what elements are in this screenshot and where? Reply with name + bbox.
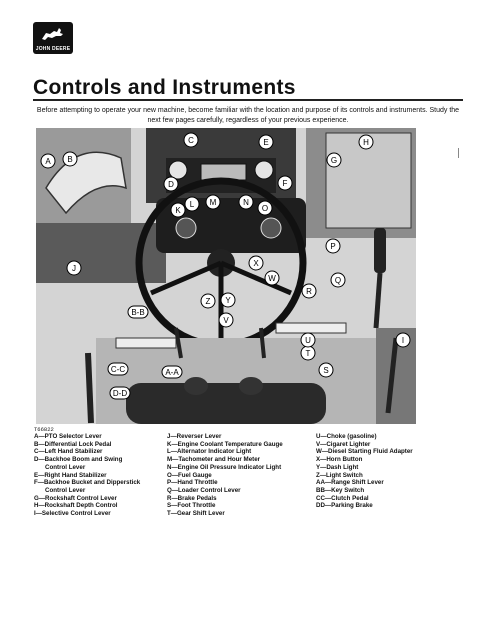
svg-text:W: W bbox=[268, 274, 276, 283]
callout-y bbox=[221, 293, 235, 307]
svg-text:I: I bbox=[401, 336, 405, 345]
svg-text:H: H bbox=[363, 138, 369, 147]
legend-item: Y—Dash Light bbox=[316, 463, 359, 471]
legend-item: DD—Parking Brake bbox=[316, 502, 373, 510]
john-deere-logo bbox=[33, 22, 73, 54]
svg-text:U: U bbox=[305, 336, 311, 345]
callout-w bbox=[265, 271, 279, 285]
logo-text: JOHN DEERE bbox=[35, 46, 71, 52]
callout-t bbox=[301, 346, 315, 360]
legend-column-2 bbox=[167, 433, 283, 518]
svg-text:Z: Z bbox=[205, 297, 211, 306]
legend-item: C—Left Hand Stabilizer bbox=[34, 448, 103, 456]
legend-item: F—Backhoe Bucket and Dipperstick bbox=[34, 479, 141, 487]
svg-text:N: N bbox=[243, 198, 249, 207]
page-title: Controls and Instruments bbox=[33, 76, 296, 99]
callout-j bbox=[67, 261, 81, 275]
deer-icon bbox=[39, 25, 67, 43]
legend-item: V—Cigaret Lighter bbox=[316, 440, 371, 448]
svg-text:X: X bbox=[253, 259, 259, 268]
legend-item: K—Engine Coolant Temperature Gauge bbox=[167, 440, 283, 448]
callout-s bbox=[319, 363, 333, 377]
callout-d bbox=[164, 177, 178, 191]
svg-text:B: B bbox=[67, 155, 73, 164]
legend-item: R—Brake Pedals bbox=[167, 494, 217, 502]
margin-mark bbox=[458, 148, 459, 158]
svg-text:F: F bbox=[282, 179, 288, 188]
callout-a bbox=[41, 154, 55, 168]
legend-item: BB—Key Switch bbox=[316, 486, 365, 494]
callout-bb bbox=[128, 306, 148, 318]
svg-text:G: G bbox=[330, 156, 338, 165]
legend-item: U—Choke (gasoline) bbox=[316, 433, 377, 440]
callout-i bbox=[396, 333, 410, 347]
svg-text:J: J bbox=[72, 264, 76, 273]
callout-dd bbox=[110, 387, 130, 399]
legend-column-3 bbox=[316, 433, 413, 510]
legend-item: N—Engine Oil Pressure Indicator Light bbox=[167, 463, 282, 471]
callout-u bbox=[301, 333, 315, 347]
legend-item: M—Tachometer and Hour Meter bbox=[167, 456, 261, 464]
callout-aa bbox=[162, 366, 182, 378]
legend-item: Control Lever bbox=[45, 486, 86, 494]
callout-m bbox=[206, 195, 220, 209]
callout-e bbox=[259, 135, 273, 149]
legend-item: S—Foot Throttle bbox=[167, 502, 216, 510]
svg-text:P: P bbox=[330, 242, 336, 251]
legend-item: B—Differential Lock Pedal bbox=[34, 440, 112, 448]
callout-b bbox=[63, 152, 77, 166]
svg-text:C: C bbox=[188, 136, 194, 145]
legend-item: G—Rockshaft Control Lever bbox=[34, 494, 117, 502]
legend-column-1 bbox=[34, 433, 140, 518]
svg-text:Y: Y bbox=[225, 296, 231, 305]
legend-item: Q—Loader Control Lever bbox=[167, 486, 241, 494]
callout-z bbox=[201, 294, 215, 308]
figure-number: T66822 bbox=[34, 426, 54, 433]
legend-item: A—PTO Selector Lever bbox=[34, 433, 102, 440]
callout-n bbox=[239, 195, 253, 209]
title-rule bbox=[33, 99, 463, 101]
callout-k bbox=[171, 203, 185, 217]
callout-g bbox=[327, 153, 341, 167]
callout-f bbox=[278, 176, 292, 190]
svg-text:M: M bbox=[209, 198, 217, 207]
callout-v bbox=[219, 313, 233, 327]
svg-text:O: O bbox=[261, 204, 269, 213]
svg-text:K: K bbox=[175, 206, 181, 215]
callout-q bbox=[331, 273, 345, 287]
callout-c bbox=[184, 133, 198, 147]
svg-text:Q: Q bbox=[334, 276, 342, 285]
svg-text:L: L bbox=[189, 200, 195, 209]
svg-text:E: E bbox=[263, 138, 269, 147]
svg-text:D-D: D-D bbox=[112, 389, 128, 398]
legend-item: I—Selective Control Lever bbox=[34, 510, 111, 518]
legend-item: Z—Light Switch bbox=[316, 471, 363, 479]
cab-controls-photo bbox=[36, 128, 416, 424]
callout-x bbox=[249, 256, 263, 270]
svg-text:B-B: B-B bbox=[131, 308, 145, 317]
svg-text:A: A bbox=[45, 157, 51, 166]
svg-text:D: D bbox=[168, 180, 174, 189]
callout-r bbox=[302, 284, 316, 298]
svg-text:V: V bbox=[223, 316, 229, 325]
callout-o bbox=[258, 201, 272, 215]
legend-item: Control Lever bbox=[45, 463, 86, 471]
legend-item: D—Backhoe Boom and Swing bbox=[34, 456, 123, 464]
legend-item: W—Diesel Starting Fluid Adapter bbox=[316, 448, 413, 456]
legend-item: T—Gear Shift Lever bbox=[167, 510, 225, 518]
svg-text:T: T bbox=[305, 349, 311, 358]
legend-item: CC—Clutch Pedal bbox=[316, 494, 369, 502]
callout-h bbox=[359, 135, 373, 149]
svg-text:A-A: A-A bbox=[165, 368, 179, 377]
legend-item: J—Reverser Lever bbox=[167, 433, 222, 440]
legend-item: P—Hand Throttle bbox=[167, 479, 218, 487]
legend-item: H—Rockshaft Depth Control bbox=[34, 502, 118, 510]
callout-cc bbox=[108, 363, 128, 375]
callout-l bbox=[185, 197, 199, 211]
svg-text:S: S bbox=[323, 366, 329, 375]
legend-item: X—Horn Button bbox=[316, 456, 363, 464]
legend-item: AA—Range Shift Lever bbox=[316, 479, 384, 487]
svg-text:R: R bbox=[306, 287, 312, 296]
svg-text:C-C: C-C bbox=[110, 365, 126, 374]
legend-item: L—Alternator Indicator Light bbox=[167, 448, 252, 456]
legend-item: E—Right Hand Stabilizer bbox=[34, 471, 107, 479]
legend-item: O—Fuel Gauge bbox=[167, 471, 212, 479]
callout-p bbox=[326, 239, 340, 253]
intro-paragraph: Before attempting to operate your new machine, become familiar with the location and purpose of its controls and instruments. Study the next few pages carefully, regardless of your previous experience. bbox=[36, 107, 460, 124]
